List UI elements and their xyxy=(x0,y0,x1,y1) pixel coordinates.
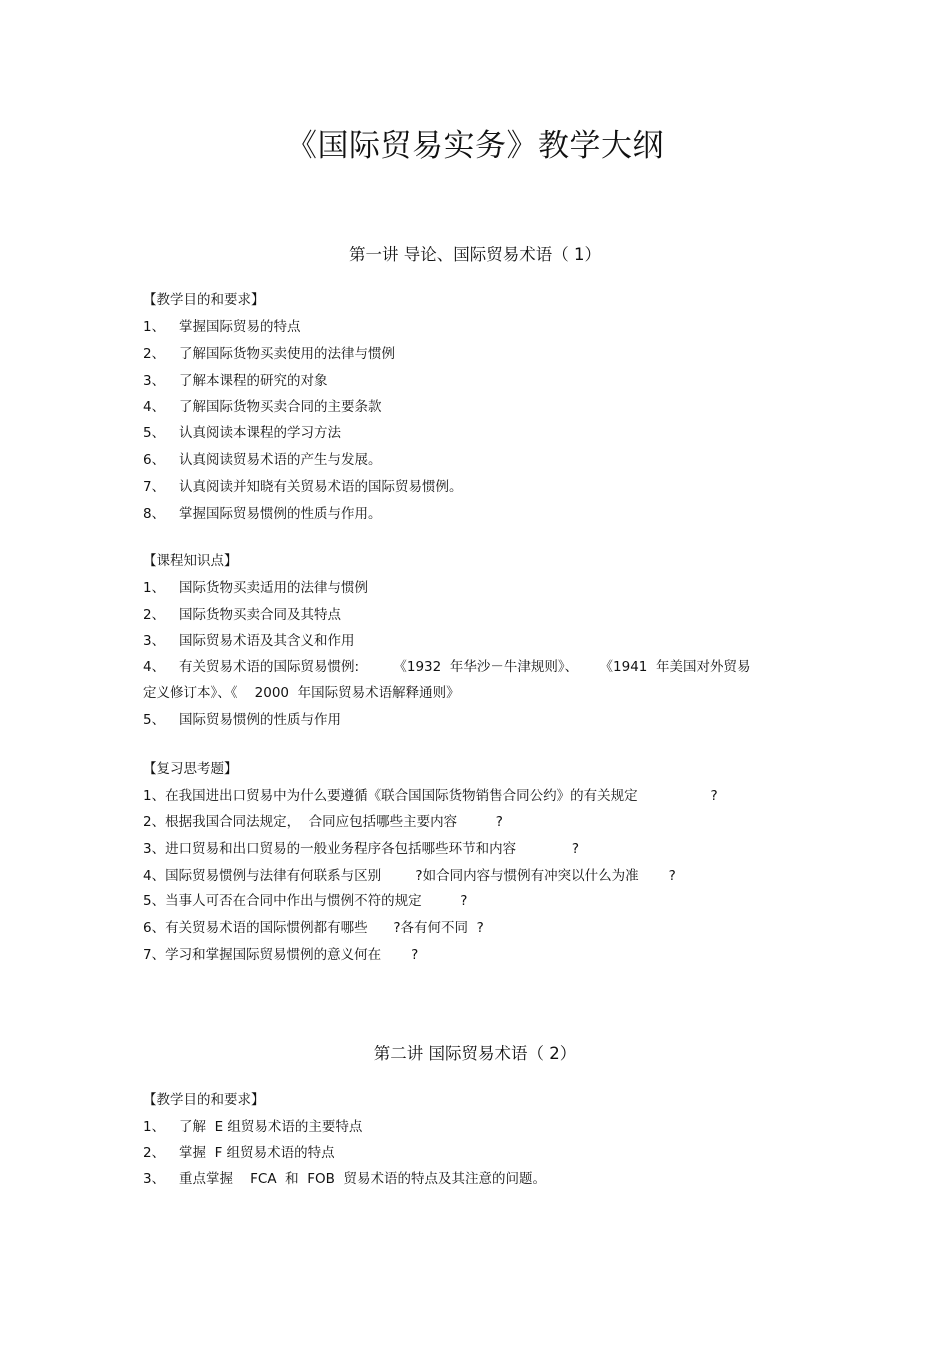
review-question: 3、进口贸易和出口贸易的一般业务程序各包括哪些环节和内容 ? xyxy=(143,841,580,857)
list-item: 8、 掌握国际贸易惯例的性质与作用。 xyxy=(143,506,382,522)
review-question: 7、学习和掌握国际贸易惯例的意义何在 ? xyxy=(143,947,419,963)
lecture-2-goals-heading: 【教学目的和要求】 xyxy=(143,1092,265,1108)
review-question: 4、国际贸易惯例与法律有何联系与区别 ?如合同内容与惯例有冲突以什么为准 ? xyxy=(143,868,676,884)
review-question: 5、当事人可否在合同中作出与惯例不符的规定 ? xyxy=(143,893,468,909)
review-question: 2、根据我国合同法规定， 合同应包括哪些主要内容 ? xyxy=(143,814,503,830)
document-title: 《国际贸易实务》教学大纲 xyxy=(286,128,664,164)
list-item: 2、 了解国际货物买卖使用的法律与惯例 xyxy=(143,346,395,362)
list-item-continuation: 定义修订本》、《 2000 年国际贸易术语解释通则》 xyxy=(143,685,460,701)
list-item: 2、 掌握 F 组贸易术语的特点 xyxy=(143,1145,335,1161)
list-item: 3、 国际贸易术语及其含义和作用 xyxy=(143,633,355,649)
list-item: 2、 国际货物买卖合同及其特点 xyxy=(143,607,341,623)
list-item: 4、 了解国际货物买卖合同的主要条款 xyxy=(143,399,382,415)
lecture-1-review-heading: 【复习思考题】 xyxy=(143,761,238,777)
review-question: 1、在我国进出口贸易中为什么要遵循《联合国国际货物销售合同公约》的有关规定 ? xyxy=(143,788,718,804)
list-item: 3、 了解本课程的研究的对象 xyxy=(143,373,328,389)
lecture-1-title: 第一讲 导论、国际贸易术语（ 1） xyxy=(349,245,601,264)
list-item: 5、 认真阅读本课程的学习方法 xyxy=(143,425,341,441)
list-item: 4、 有关贸易术语的国际贸易惯例: 《1932 年华沙－牛津规则》、 《1941 年美国对外贸易 xyxy=(143,659,751,675)
lecture-2-title: 第二讲 国际贸易术语（ 2） xyxy=(373,1044,577,1063)
list-item: 1、 掌握国际贸易的特点 xyxy=(143,319,301,335)
list-item: 1、 了解 E 组贸易术语的主要特点 xyxy=(143,1119,363,1135)
list-item: 7、 认真阅读并知晓有关贸易术语的国际贸易惯例。 xyxy=(143,479,463,495)
list-item: 5、 国际贸易惯例的性质与作用 xyxy=(143,712,341,728)
list-item: 1、 国际货物买卖适用的法律与惯例 xyxy=(143,580,368,596)
list-item: 6、 认真阅读贸易术语的产生与发展。 xyxy=(143,452,382,468)
review-question: 6、有关贸易术语的国际惯例都有哪些 ?各有何不同 ? xyxy=(143,920,484,936)
lecture-1-knowledge-heading: 【课程知识点】 xyxy=(143,553,238,569)
list-item: 3、 重点掌握 FCA 和 FOB 贸易术语的特点及其注意的问题。 xyxy=(143,1171,546,1187)
lecture-1-goals-heading: 【教学目的和要求】 xyxy=(143,292,265,308)
